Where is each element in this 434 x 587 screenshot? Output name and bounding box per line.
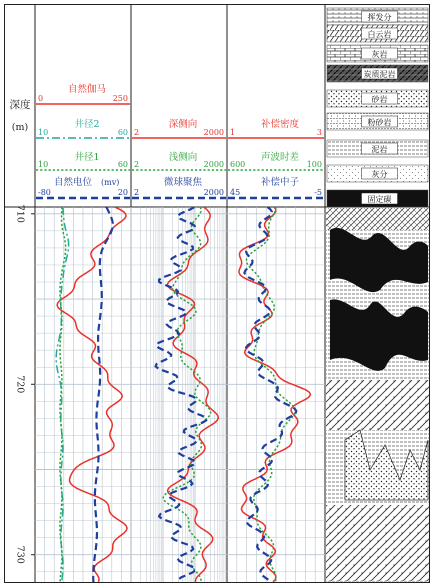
track-curves	[239, 207, 311, 582]
curve-header	[36, 151, 130, 173]
scale-min: 1	[230, 128, 236, 137]
curve-header	[228, 176, 324, 198]
curve-header	[36, 176, 130, 198]
curve-name: 深侧向	[168, 119, 198, 130]
log-curve	[93, 207, 113, 582]
curve-header	[228, 118, 324, 140]
scale-max: 60	[117, 128, 128, 137]
curve-header	[132, 151, 226, 173]
legend-item	[327, 65, 428, 82]
lithology-label: 白云岩	[367, 30, 392, 39]
log-curve	[57, 207, 127, 582]
lithology-label: 挥发分	[367, 13, 392, 22]
legend-item	[327, 165, 428, 182]
curve-header	[36, 83, 130, 105]
scale-max: 2000	[203, 188, 224, 197]
legend-item	[327, 140, 428, 157]
scale-min: 2	[134, 188, 140, 197]
track-curves	[56, 207, 127, 582]
lithology-label: 泥岩	[371, 145, 388, 154]
scale-max: 3	[316, 128, 322, 137]
depth-label: 深度	[9, 99, 31, 111]
scale-max: 2000	[203, 128, 224, 137]
scale-min: 600	[230, 160, 246, 169]
scale-min: 45	[230, 188, 241, 197]
lithology-label: 炭质泥岩	[363, 70, 396, 79]
legend-item	[327, 113, 428, 130]
scale-max: -5	[314, 188, 322, 197]
lithology-column	[326, 208, 429, 582]
depth-tick-label: 730	[14, 545, 26, 564]
curve-name: 微球聚焦	[163, 177, 203, 188]
curve-header	[36, 118, 130, 140]
legend-item	[327, 25, 428, 42]
curve-name: 井径2	[74, 119, 100, 130]
lithology-label: 砂岩	[371, 95, 388, 104]
lithology-label: 灰分	[371, 170, 388, 179]
legend-item	[327, 190, 428, 207]
scale-min: -80	[38, 188, 51, 197]
scale-min: 2	[134, 160, 140, 169]
scale-max: 20	[117, 188, 128, 197]
curve-name: 浅侧向	[168, 152, 198, 163]
scale-min: 0	[38, 94, 44, 103]
legend-item	[327, 90, 428, 107]
log-curve	[246, 207, 295, 582]
curve-unit: (mv)	[101, 178, 120, 187]
depth-tick-label: 710	[14, 204, 26, 223]
depth-tick-label: 720	[14, 375, 26, 394]
scale-max: 2000	[203, 160, 224, 169]
curve-name: 补偿密度	[260, 119, 300, 130]
scale-min: 10	[38, 160, 49, 169]
curve-header	[132, 118, 226, 140]
lithology-label: 灰岩	[371, 50, 388, 59]
curve-name: 自然伽马	[67, 84, 107, 95]
curve-header	[132, 176, 226, 198]
scale-max: 60	[117, 160, 128, 169]
curve-header	[228, 151, 324, 173]
scale-min: 2	[134, 128, 140, 137]
lithology-label: 固定碳	[367, 195, 392, 204]
depth-unit: (m)	[11, 122, 29, 133]
lithology-label: 粉砂岩	[367, 118, 392, 127]
scale-max: 100	[306, 160, 322, 169]
legend-item	[327, 8, 428, 25]
scale-min: 10	[38, 128, 49, 137]
log-curve	[56, 207, 69, 582]
track-curves	[156, 207, 219, 582]
depth-tick	[15, 375, 36, 393]
log-curve	[163, 207, 211, 582]
curve-name: 补偿中子	[260, 177, 300, 188]
log-curve	[244, 207, 296, 582]
curve-name: 声波时差	[260, 152, 300, 163]
legend-item	[327, 45, 428, 62]
scale-max: 250	[112, 94, 128, 103]
depth-tick	[15, 546, 36, 564]
curve-name: 自然电位	[53, 177, 93, 188]
curve-name: 井径1	[74, 152, 100, 163]
track-grid	[35, 207, 131, 582]
